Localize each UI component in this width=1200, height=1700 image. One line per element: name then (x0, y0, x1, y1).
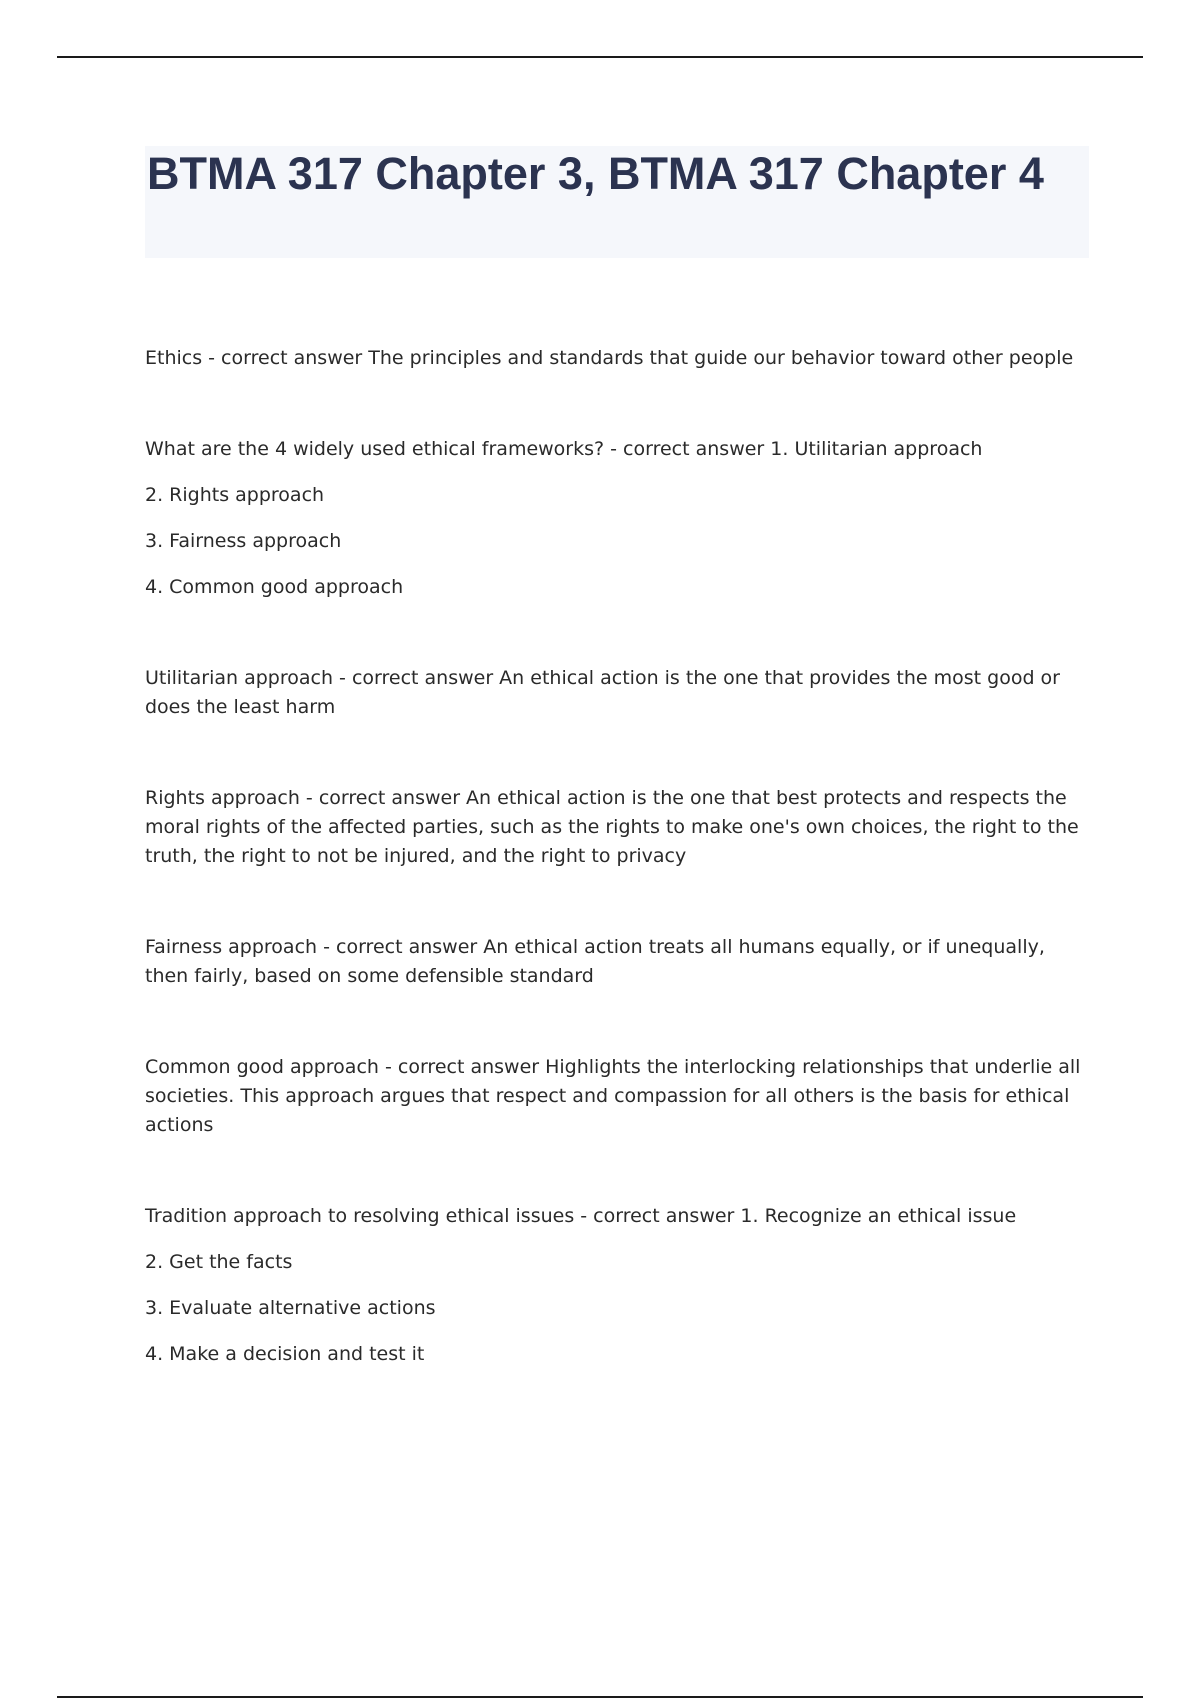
footer-rule (57, 1696, 1143, 1698)
entry-text: Common good approach - correct answer Highlights the interlocking relationships that underlie all societies. This approach argues that respect and compassion for all others is the basis for ethical actions (145, 1056, 1081, 1136)
entry-text: Tradition approach to resolving ethical issues - correct answer 1. Recognize an ethical issue (145, 1205, 1017, 1227)
entry-list-item: 3. Fairness approach (145, 530, 342, 552)
entry-list-item: 4. Make a decision and test it (145, 1343, 425, 1365)
qa-entry-frameworks (145, 435, 1089, 602)
entry-text: Ethics - correct answer The principles and standards that guide our behavior toward other people (145, 347, 1074, 369)
title-box (145, 146, 1089, 258)
entry-text: What are the 4 widely used ethical frameworks? - correct answer 1. Utilitarian approach (145, 438, 983, 460)
qa-entry-utilitarian (145, 664, 1089, 722)
document-body (145, 344, 1089, 1431)
document-title: BTMA 317 Chapter 3, BTMA 317 Chapter 4 (147, 148, 1044, 199)
qa-entry-common-good (145, 1053, 1089, 1140)
entry-list-item: 3. Evaluate alternative actions (145, 1297, 436, 1319)
entry-list-item: 4. Common good approach (145, 576, 404, 598)
qa-entry-ethics (145, 344, 1089, 373)
entry-text: Fairness approach - correct answer An ethical action treats all humans equally, or if unequally, then fairly, based on some defensible standard (145, 936, 1045, 987)
header-rule (57, 56, 1143, 58)
entry-text: Utilitarian approach - correct answer An ethical action is the one that provides the most good or does the least harm (145, 667, 1060, 718)
qa-entry-rights (145, 784, 1089, 871)
entry-list-item: 2. Rights approach (145, 484, 325, 506)
entry-text: Rights approach - correct answer An ethical action is the one that best protects and respects the moral rights of the affected parties, such as the rights to make one's own choices, the right to the truth, the right to not be injured, and the right to privacy (145, 787, 1079, 867)
entry-list-item: 2. Get the facts (145, 1251, 293, 1273)
qa-entry-fairness (145, 933, 1089, 991)
qa-entry-tradition (145, 1202, 1089, 1369)
